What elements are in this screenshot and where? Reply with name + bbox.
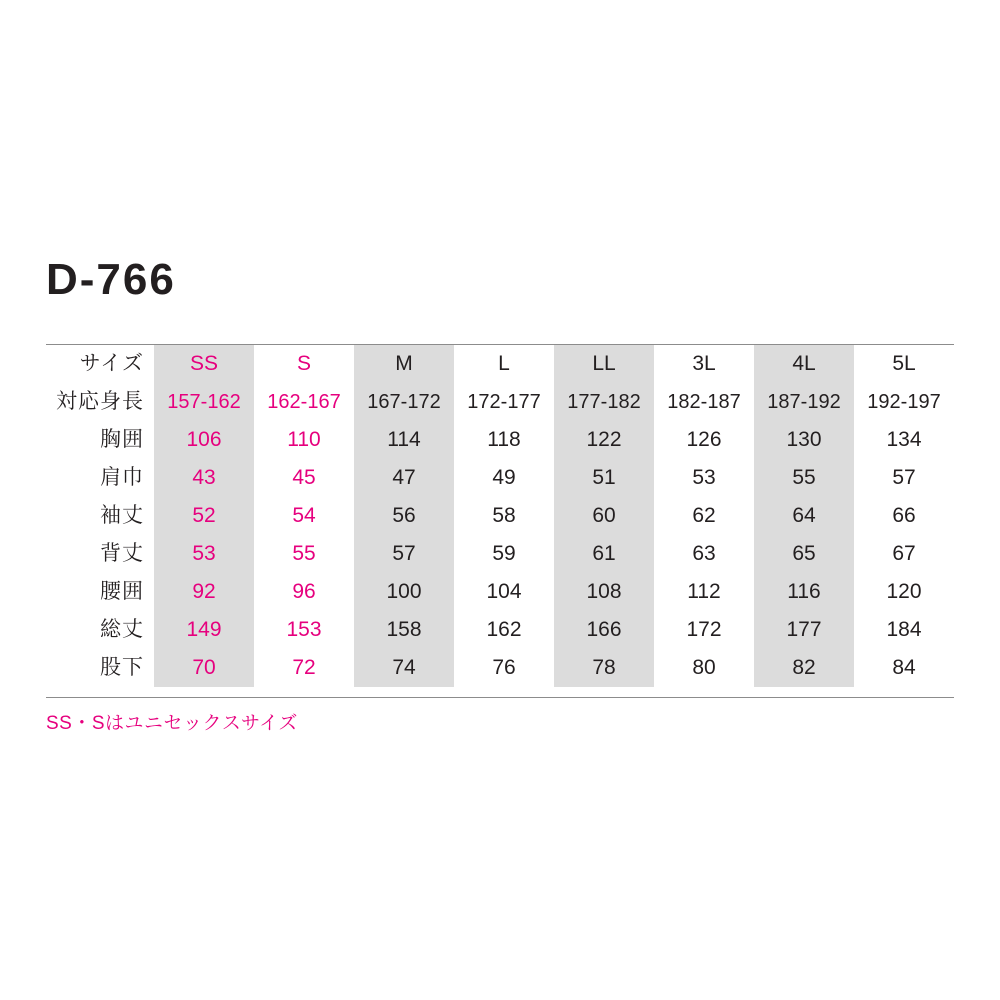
table-cell: 66 — [892, 504, 916, 528]
table-cell: 5L — [892, 352, 916, 376]
table-cell: 55 — [292, 542, 316, 566]
table-cell: 67 — [892, 542, 916, 566]
table-cell: 57 — [892, 466, 916, 490]
table-cell: 84 — [892, 656, 916, 680]
table-cell: 106 — [154, 421, 254, 459]
table-row — [46, 535, 954, 573]
table-cell: 72 — [292, 656, 316, 680]
table-cell: 61 — [554, 535, 654, 573]
table-cell: 76 — [492, 656, 516, 680]
table-cell: 60 — [554, 497, 654, 535]
table-cell: 96 — [292, 580, 316, 604]
table-cell: S — [296, 352, 311, 376]
table-cell: 80 — [692, 656, 716, 680]
table-cell: 82 — [754, 649, 854, 687]
table-cell: 4L — [754, 345, 854, 383]
table-cell: 53 — [692, 466, 716, 490]
table-cell: 172 — [686, 618, 722, 642]
table-cell: 122 — [554, 421, 654, 459]
row-label: 背丈 — [100, 542, 144, 566]
table-cell: 52 — [154, 497, 254, 535]
table-cell: 167-172 — [354, 383, 454, 421]
table-cell: 49 — [492, 466, 516, 490]
table-cell: 100 — [354, 573, 454, 611]
table-row — [46, 345, 954, 383]
row-label: サイズ — [79, 352, 144, 376]
table-cell: 55 — [754, 459, 854, 497]
table-cell: 53 — [154, 535, 254, 573]
table-cell: 134 — [886, 428, 922, 452]
table-cell: 177 — [754, 611, 854, 649]
table-cell: 74 — [354, 649, 454, 687]
table-row — [46, 421, 954, 459]
table-cell: 108 — [554, 573, 654, 611]
table-row — [46, 649, 954, 687]
row-label: 総丈 — [100, 618, 144, 642]
table-cell: 158 — [354, 611, 454, 649]
table-cell: 118 — [487, 428, 521, 452]
row-label: 胸囲 — [100, 428, 144, 452]
table-cell: 45 — [292, 466, 316, 490]
product-code-title: D-766 — [46, 255, 176, 304]
table-cell: 58 — [492, 504, 516, 528]
table-row — [46, 573, 954, 611]
table-cell: 51 — [554, 459, 654, 497]
table-cell: 78 — [554, 649, 654, 687]
table-cell: 110 — [287, 428, 321, 452]
row-label: 対応身長 — [56, 390, 144, 414]
table-cell: 59 — [492, 542, 516, 566]
table-cell: 57 — [354, 535, 454, 573]
table-cell: 63 — [692, 542, 716, 566]
table-cell: 177-182 — [554, 383, 654, 421]
table-cell: M — [354, 345, 454, 383]
table-cell: 47 — [354, 459, 454, 497]
table-cell: 70 — [154, 649, 254, 687]
table-cell: 172-177 — [467, 391, 541, 413]
unisex-note: SS・Sはユニセックスサイズ — [46, 713, 298, 734]
table-cell: 65 — [754, 535, 854, 573]
table-row — [46, 383, 954, 421]
table-row — [46, 497, 954, 535]
table-cell: 54 — [292, 504, 316, 528]
size-table — [46, 345, 954, 687]
table-cell: 187-192 — [754, 383, 854, 421]
table-cell: 192-197 — [867, 391, 941, 413]
table-cell: 104 — [486, 580, 522, 604]
table-cell: 3L — [692, 352, 716, 376]
row-label: 袖丈 — [100, 504, 144, 528]
table-cell: 182-187 — [667, 391, 741, 413]
table-row — [46, 459, 954, 497]
row-label: 肩巾 — [100, 466, 144, 490]
table-cell: L — [498, 352, 510, 376]
table-cell: 56 — [354, 497, 454, 535]
table-cell: 130 — [754, 421, 854, 459]
table-cell: SS — [154, 345, 254, 383]
table-cell: 166 — [554, 611, 654, 649]
row-label: 腰囲 — [100, 580, 144, 604]
row-label: 股下 — [100, 656, 144, 680]
table-cell: 162 — [486, 618, 522, 642]
table-cell: 116 — [754, 573, 854, 611]
table-cell: 184 — [886, 618, 922, 642]
table-cell: 126 — [686, 428, 722, 452]
table-cell: 162-167 — [267, 391, 341, 413]
table-cell: 62 — [692, 504, 716, 528]
table-cell: 64 — [754, 497, 854, 535]
table-cell: 114 — [354, 421, 454, 459]
table-cell: LL — [554, 345, 654, 383]
table-cell: 120 — [886, 580, 922, 604]
table-bottom-rule — [46, 697, 954, 698]
table-cell: 149 — [154, 611, 254, 649]
table-cell: 112 — [687, 580, 721, 604]
table-cell: 43 — [154, 459, 254, 497]
table-row — [46, 611, 954, 649]
table-cell: 157-162 — [154, 383, 254, 421]
table-cell: 153 — [286, 618, 322, 642]
table-cell: 92 — [154, 573, 254, 611]
size-table-body — [46, 345, 954, 687]
